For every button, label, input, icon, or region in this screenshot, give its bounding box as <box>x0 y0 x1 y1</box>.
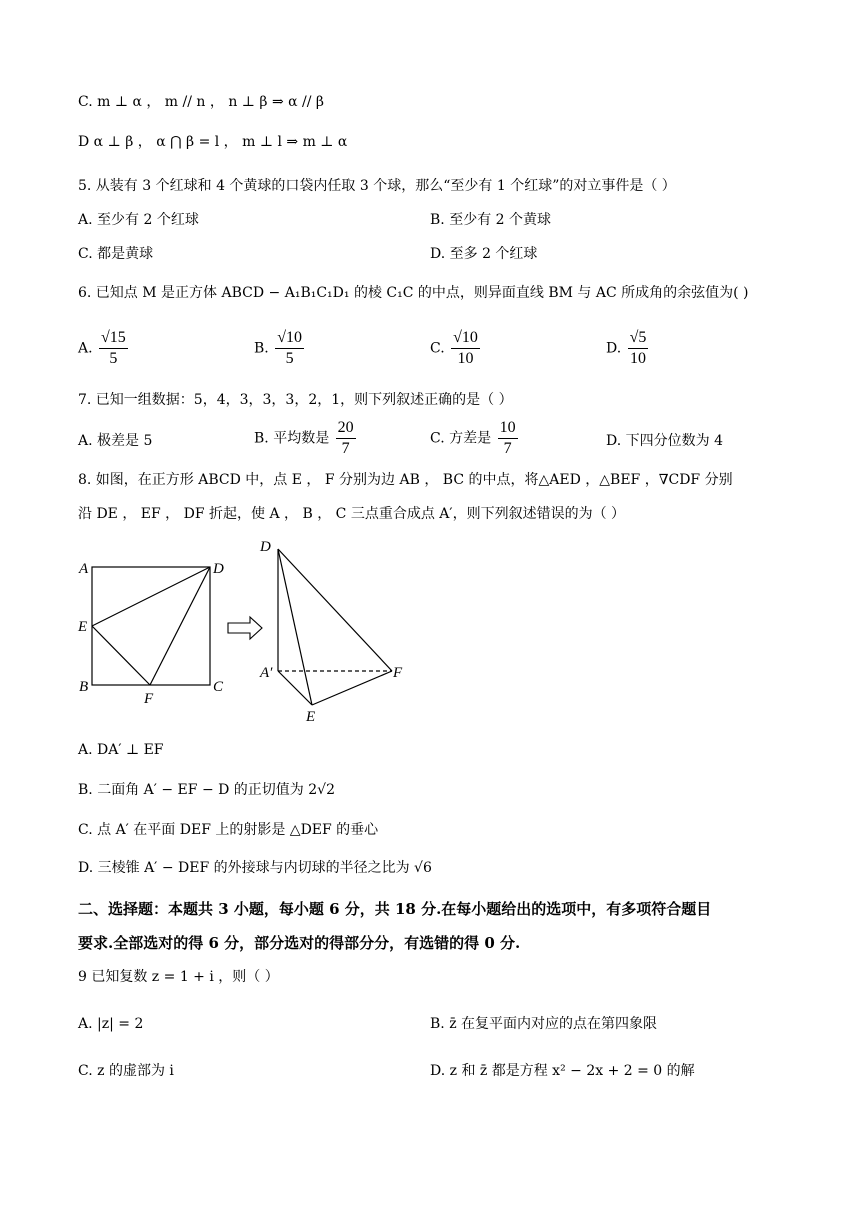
q6-option-c-numerator: √10 <box>451 328 480 349</box>
q7-option-b-numerator: 20 <box>336 418 356 439</box>
q5-option-c: C. 都是黄球 <box>78 246 154 262</box>
q6-option-b-fraction <box>275 328 304 369</box>
q6-option-b-label: B. <box>254 340 269 357</box>
label-f-folded: F <box>393 665 403 681</box>
q8-stem-line1: 8. 如图，在正方形 ABCD 中，点 E ， F 分别为边 AB ， BC 的中点，将△AED ，△BEF ，∇CDF 分别 <box>78 472 733 488</box>
segment-fd <box>150 567 210 685</box>
q6-option-d-fraction <box>628 328 649 369</box>
q8-option-a: A. DA′ ⊥ EF <box>78 742 164 758</box>
q4-option-c: C. m ⊥ α ， m // n ， n ⊥ β ⇒ α // β <box>78 94 325 110</box>
q6-option-d-label: D. <box>606 340 622 357</box>
q7-option-b-label: B. 平均数是 <box>254 430 330 447</box>
q9-option-c: C. z 的虚部为 i <box>78 1063 174 1079</box>
q7-option-c-label: C. 方差是 <box>430 430 492 447</box>
q6-option-d-denominator: 10 <box>630 350 647 367</box>
q7-option-b-denominator: 7 <box>341 440 350 457</box>
label-a: A <box>79 561 89 577</box>
q6-option-d <box>606 328 650 369</box>
edge-e-f <box>312 671 392 705</box>
label-b: B <box>79 679 89 695</box>
label-a-prime: A′ <box>260 665 273 681</box>
segment-ed <box>92 567 210 626</box>
segment-ef <box>92 626 150 685</box>
label-e: E <box>78 619 88 635</box>
q4-option-d: D α ⊥ β ， α ⋂ β = l ， m ⊥ l ⇒ m ⊥ α <box>78 134 348 150</box>
edge-a-e <box>278 671 312 705</box>
q6-option-b-numerator: √10 <box>275 328 304 349</box>
edge-d-f <box>278 549 392 671</box>
label-d: D <box>213 561 224 577</box>
q8-option-c: C. 点 A′ 在平面 DEF 上的射影是 △DEF 的垂心 <box>78 822 379 838</box>
q6-option-c-label: C. <box>430 340 445 357</box>
q6-option-c-fraction <box>451 328 480 369</box>
q7-option-d: D. 下四分位数为 4 <box>606 433 723 449</box>
q5-option-d: D. 至多 2 个红球 <box>430 246 538 262</box>
q5-stem: 5. 从装有 3 个红球和 4 个黄球的口袋内任取 3 个球，那么“至少有 1 个红球”的对立事件是（ ） <box>78 178 676 194</box>
q6-option-a-fraction <box>99 328 128 369</box>
q8-option-d: D. 三棱锥 A′ − DEF 的外接球与内切球的半径之比为 √6 <box>78 860 432 876</box>
q9-option-a: A. |z| = 2 <box>78 1016 144 1032</box>
q7-option-b <box>254 418 358 459</box>
q6-option-b <box>254 328 306 369</box>
q5-option-a: A. 至少有 2 个红球 <box>78 212 199 228</box>
q6-option-a-numerator: √15 <box>99 328 128 349</box>
label-d-folded: D <box>260 539 271 555</box>
edge-d-e <box>278 549 312 705</box>
q6-option-a-label: A. <box>78 340 93 357</box>
q6-option-a <box>78 328 130 369</box>
label-c: C <box>213 679 224 695</box>
square-figure <box>92 567 210 685</box>
q6-option-a-denominator: 5 <box>109 350 118 367</box>
q9-option-b: B. z̄ 在复平面内对应的点在第四象限 <box>430 1016 658 1032</box>
section2-instructions-line2: 要求.全部选对的得 6 分，部分选对的得部分分，有选错的得 0 分. <box>78 934 521 952</box>
q6-option-b-denominator: 5 <box>285 350 294 367</box>
q9-option-d: D. z 和 z̄ 都是方程 x² − 2x + 2 = 0 的解 <box>430 1063 695 1079</box>
q8-stem-line2: 沿 DE ， EF ， DF 折起，使 A ， B ， C 三点重合成点 A′，则下列叙述错误的为（ ） <box>78 506 626 522</box>
q8-figure <box>70 535 430 725</box>
q8-option-b: B. 二面角 A′ − EF − D 的正切值为 2√2 <box>78 782 335 798</box>
q6-option-d-numerator: √5 <box>628 328 649 349</box>
q7-option-c-numerator: 10 <box>498 418 518 439</box>
tetrahedron-figure <box>278 549 392 705</box>
q7-option-c <box>430 418 520 459</box>
q7-option-c-denominator: 7 <box>503 440 512 457</box>
section2-instructions-line1: 二、选择题：本题共 3 小题，每小题 6 分，共 18 分.在每小题给出的选项中，有多项符合题目 <box>78 900 712 918</box>
q9-stem: 9 已知复数 z = 1 + i ，则（ ） <box>78 969 279 985</box>
q7-option-c-fraction <box>498 418 518 459</box>
q7-option-a: A. 极差是 5 <box>78 433 153 449</box>
fold-arrow-icon <box>228 617 262 639</box>
q7-stem: 7. 已知一组数据：5，4，3，3，3，2，1，则下列叙述正确的是（ ） <box>78 392 513 408</box>
q7-option-b-fraction <box>336 418 356 459</box>
q6-stem: 6. 已知点 M 是正方体 ABCD − A₁B₁C₁D₁ 的棱 C₁C 的中点，则异面直线 BM 与 AC 所成角的余弦值为( ) <box>78 285 749 301</box>
q5-option-b: B. 至少有 2 个黄球 <box>430 212 551 228</box>
label-e-folded: E <box>306 709 316 725</box>
label-f: F <box>144 691 154 707</box>
square-outline <box>92 567 210 685</box>
q6-option-c-denominator: 10 <box>457 350 474 367</box>
q6-option-c <box>430 328 482 369</box>
